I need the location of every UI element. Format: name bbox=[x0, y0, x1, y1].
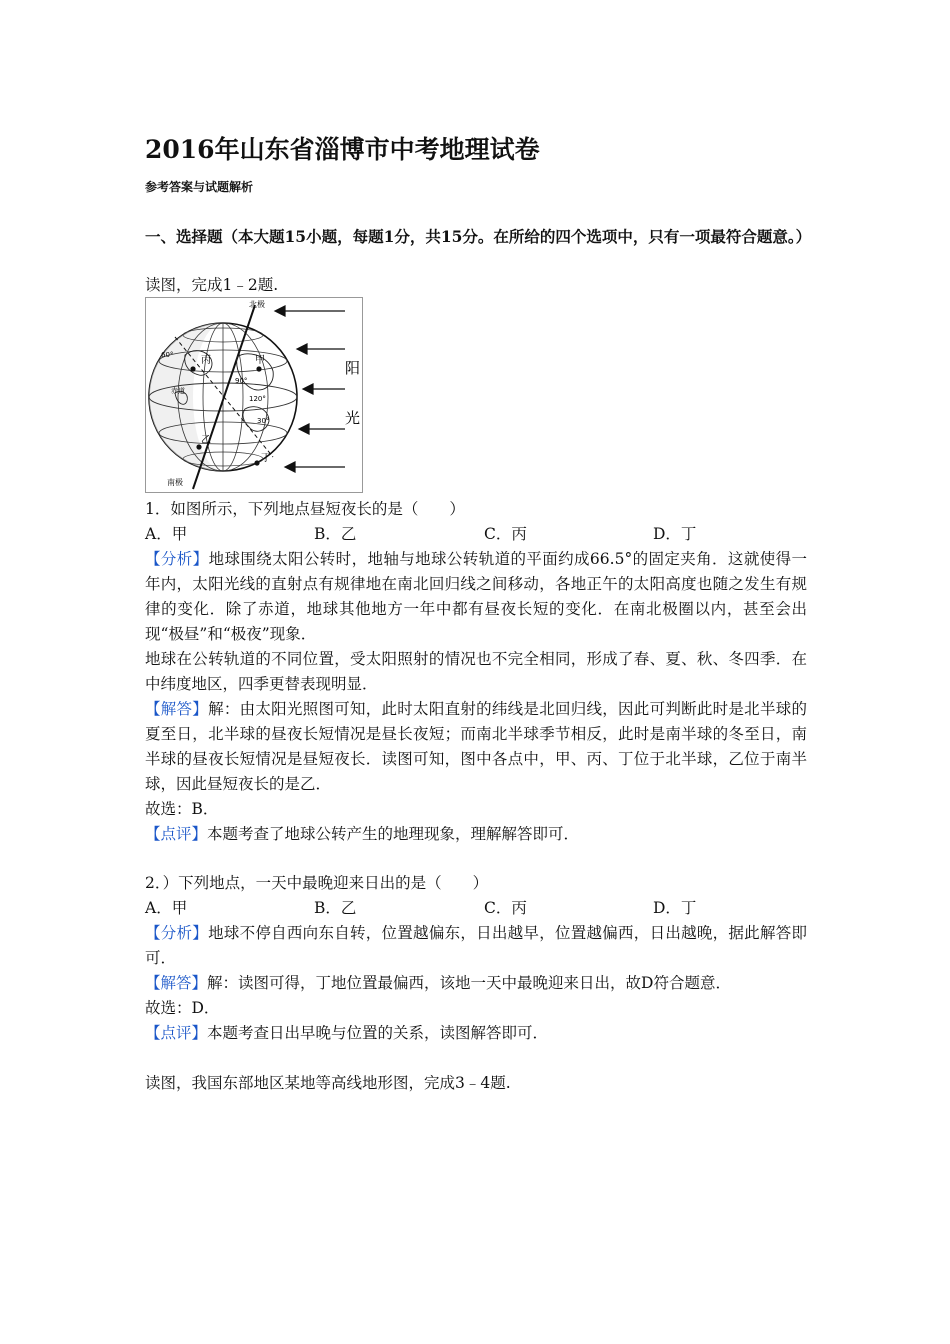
q2-comment-tag: 【点评】 bbox=[145, 1024, 208, 1042]
q2-comment-text: 本题考查日出早晚与位置的关系，读图解答即可． bbox=[207, 1024, 549, 1042]
q2-option-b: B．乙 bbox=[314, 899, 357, 917]
q2-answer-tag: 【解答】 bbox=[145, 974, 208, 992]
q2-answer-text: 解：读图可得，丁地位置最偏西，该地一天中最晚迎来日出，故D符合题意． bbox=[207, 974, 731, 992]
q1-option-c: C．丙 bbox=[484, 525, 527, 543]
q1-analysis-2: 地球在公转轨道的不同位置，受太阳照射的情况也不完全相同，形成了春、夏、秋、冬四季．在中纬度地区，四季更替表现明显． bbox=[145, 650, 807, 693]
q1-analysis-text: 地球围绕太阳公转时，地轴与地球公转轨道的平面约成66.5°的固定夹角．这就使得一年内，太阳光线的直射点有规律地在南北回归线之间移动，各地正午的太阳高度也随之发生有规律的变化．除了赤道，地球其他地方一年中都有昼夜长短的变化．在南北极圈以内，甚至会出现“极昼”和“极夜”现象． bbox=[145, 550, 807, 643]
q2-option-c: C．丙 bbox=[484, 899, 527, 917]
north-pole-label: 北极 bbox=[249, 300, 265, 309]
q1-stem: 1．如图所示，下列地点昼短夜长的是（ ） bbox=[145, 500, 465, 518]
point-label-yi: 乙 bbox=[201, 435, 211, 446]
globe-diagram bbox=[145, 297, 363, 493]
q2-analysis bbox=[145, 921, 807, 971]
section-heading: 一、选择题（本大题15小题，每题1分，共15分。在所给的四个选项中，只有一项最符合题意。） bbox=[145, 227, 812, 246]
q2-choice: 故选：D． bbox=[145, 999, 220, 1017]
meridian-label-120: 120° bbox=[249, 395, 266, 403]
q1-comment-tag: 【点评】 bbox=[145, 825, 208, 843]
q1-option-b: B．乙 bbox=[314, 525, 357, 543]
q1-option-a: A．甲 bbox=[145, 525, 188, 543]
latitude-label-60: 60° bbox=[161, 351, 174, 359]
page-subtitle: 参考答案与试题解析 bbox=[145, 180, 254, 194]
q2-stem: 2．）下列地点，一天中最晚迎来日出的是（ ） bbox=[145, 874, 489, 892]
intro-text-2: 读图，我国东部地区某地等高线地形图，完成3﹣4题. bbox=[145, 1074, 511, 1092]
q2-analysis-text: 地球不停自西向东自转，位置越偏东，日出越早，位置越偏西，日出越晚，据此解答即可． bbox=[145, 924, 807, 967]
q2-option-a: A．甲 bbox=[145, 899, 188, 917]
q1-answer-tag: 【解答】 bbox=[145, 700, 209, 718]
equator-label: 赤道 bbox=[171, 387, 185, 395]
point-label-ding: 丁 bbox=[261, 453, 271, 464]
sun-label-bottom: 光 bbox=[345, 409, 361, 427]
q1-comment-text: 本题考查了地球公转产生的地理现象，理解解答即可． bbox=[207, 825, 580, 843]
intro-text-1: 读图，完成1﹣2题. bbox=[145, 276, 279, 294]
page-title: 2016年山东省淄博市中考地理试卷 bbox=[145, 135, 540, 164]
q1-answer-text: 解：由太阳光照图可知，此时太阳直射的纬线是北回归线，因此可判断此时是北半球的夏至日，北半球的昼夜长短情况是昼长夜短；而南北半球季节相反，此时是南半球的冬至日，南半球的昼夜长短情况是昼短夜长．读图可知，图中各点中，甲、丙、丁位于北半球，乙位于南半球，因此昼短夜长的是乙． bbox=[145, 700, 807, 793]
q2-analysis-tag: 【分析】 bbox=[145, 924, 209, 942]
q2-comment bbox=[145, 1021, 548, 1046]
latitude-label-30: 30° bbox=[257, 417, 270, 425]
q1-answer bbox=[145, 697, 807, 797]
globe-figure bbox=[145, 297, 363, 493]
south-pole-label: 南极 bbox=[167, 478, 183, 487]
q1-choice: 故选：B． bbox=[145, 800, 219, 818]
q2-answer bbox=[145, 971, 731, 996]
q2-option-d: D．丁 bbox=[653, 899, 697, 917]
q1-analysis bbox=[145, 547, 807, 647]
q1-analysis-tag: 【分析】 bbox=[145, 550, 209, 568]
q1-option-d: D．丁 bbox=[653, 525, 697, 543]
sun-label-top: 阳 bbox=[345, 359, 361, 377]
meridian-label-90: 90° bbox=[235, 377, 248, 385]
point-label-jia: 甲 bbox=[255, 355, 265, 366]
point-label-bing: 丙 bbox=[201, 355, 211, 366]
q1-comment bbox=[145, 822, 579, 847]
